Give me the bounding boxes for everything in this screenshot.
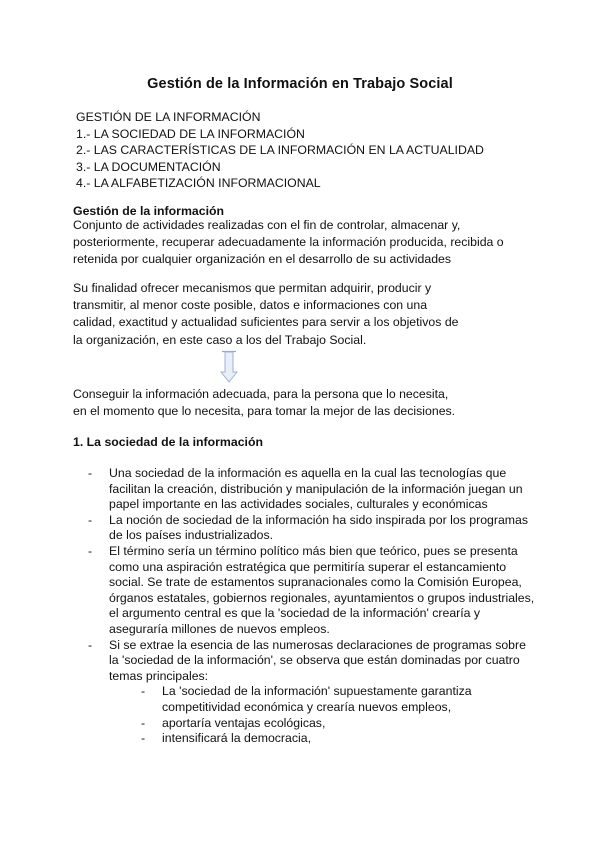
list-item-line: La 'sociedad de la información' supuestamente garantiza bbox=[162, 684, 472, 699]
document-title: Gestión de la Información en Trabajo Social bbox=[147, 76, 453, 92]
paragraph-line: retenida por cualquier organización en el desarrollo de su actividades bbox=[73, 252, 452, 267]
down-arrow-icon bbox=[219, 350, 239, 384]
list-item-line: Una sociedad de la información es aquella en la cual las tecnologías que bbox=[109, 466, 507, 480]
dash-bullet: - bbox=[141, 731, 146, 746]
sub-list-item bbox=[141, 716, 528, 732]
list-item-line: órganos estatales, gobiernos regionales, ayuntamientos o grupos industriales, bbox=[109, 590, 535, 605]
list-item-line: como una aspiración estratégica que permitiría superar el estancamiento bbox=[109, 559, 507, 574]
table-of-contents bbox=[76, 109, 484, 192]
list-item-line: El término sería un término político más bien que teórico, pues se presenta bbox=[109, 543, 518, 558]
paragraph-line: calidad, exactitud y actualidad suficientes para servir a los objetivos de bbox=[73, 315, 459, 330]
paragraph-line: Conjunto de actividades realizadas con el fin de controlar, almacenar y, bbox=[73, 218, 461, 232]
paragraph-line: posteriormente, recuperar adecuadamente la información producida, recibida o bbox=[73, 235, 504, 250]
dash-bullet: - bbox=[88, 543, 93, 558]
list-item-line: aportaría ventajas ecológicas, bbox=[162, 715, 326, 730]
paragraph-conseguir bbox=[73, 386, 455, 420]
list-item-line: el argumento central es que la 'sociedad de la información' crearía y bbox=[109, 606, 481, 621]
toc-entry: 3.- LA DOCUMENTACIÓN bbox=[76, 159, 221, 174]
sub-list-item bbox=[141, 684, 528, 715]
paragraph-line: Su finalidad ofrecer mecanismos que permitan adquirir, producir y bbox=[73, 281, 432, 295]
list-item bbox=[88, 543, 535, 638]
paragraph-line: la organización, en este caso a los del Trabajo Social. bbox=[73, 332, 367, 347]
paragraph-finalidad bbox=[73, 280, 459, 349]
paragraph-line: Conseguir la información adecuada, para la persona que lo necesita, bbox=[73, 387, 449, 401]
section-heading-gestion: Gestión de la información bbox=[73, 204, 225, 218]
dash-bullet: - bbox=[88, 637, 93, 652]
paragraph-line: transmitir, al menor coste posible, datos e informaciones con una bbox=[73, 298, 428, 313]
dash-bullet: - bbox=[88, 512, 93, 527]
section-heading-sociedad: 1. La sociedad de la información bbox=[73, 435, 263, 449]
list-item-line: la 'sociedad de la información', se observa que están dominadas por cuatro bbox=[109, 653, 520, 668]
list-item-line: papel importante en las actividades sociales, culturales y económicas bbox=[109, 497, 488, 512]
paragraph-gestion bbox=[73, 217, 504, 269]
dash-bullet: - bbox=[141, 684, 146, 699]
dash-bullet: - bbox=[141, 715, 146, 730]
list-item-line: de los países industrializados. bbox=[109, 528, 274, 543]
list-item-line: temas principales: bbox=[109, 668, 209, 683]
list-item-line: Si se extrae la esencia de las numerosas declaraciones de programas sobre bbox=[109, 637, 526, 652]
list-item-line: La noción de sociedad de la información ha sido inspirada por los programas bbox=[109, 512, 529, 527]
paragraph-line: en el momento que lo necesita, para tomar la mejor de las decisiones. bbox=[73, 404, 456, 419]
toc-entry: 4.- LA ALFABETIZACIÓN INFORMACIONAL bbox=[76, 176, 321, 190]
list-item-line: competitividad económica y crearía nuevos empleos, bbox=[162, 699, 452, 714]
bullet-list bbox=[88, 466, 535, 747]
sub-list bbox=[141, 684, 528, 746]
list-item-line: intensificará la democracia, bbox=[162, 731, 311, 746]
toc-entry: 2.- LAS CARACTERÍSTICAS DE LA INFORMACIÓN EN LA ACTUALIDAD bbox=[76, 143, 484, 157]
list-item bbox=[88, 638, 528, 747]
sub-list-item bbox=[141, 731, 528, 747]
list-item-line: facilitan la creación, distribución y manipulación de la información juegan un bbox=[109, 481, 523, 496]
dash-bullet: - bbox=[88, 466, 93, 480]
list-item bbox=[88, 513, 528, 544]
list-item bbox=[88, 466, 528, 513]
list-item-line: social. Se trate de estamentos supranacionales como la Comisión Europea, bbox=[109, 575, 522, 590]
toc-entry: GESTIÓN DE LA INFORMACIÓN bbox=[76, 110, 261, 124]
toc-entry: 1.- LA SOCIEDAD DE LA INFORMACIÓN bbox=[76, 126, 305, 141]
list-item-line: aseguraría millones de nuevos empleos. bbox=[109, 621, 330, 636]
